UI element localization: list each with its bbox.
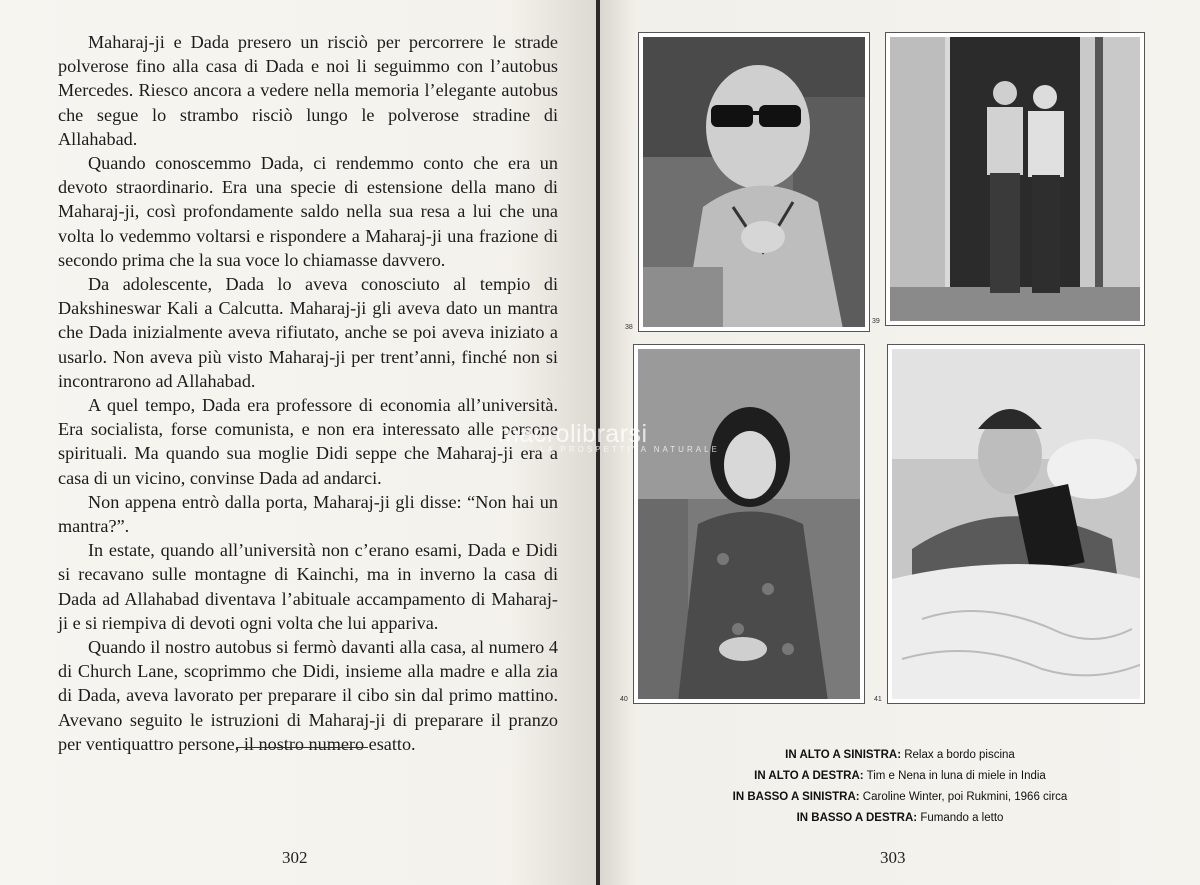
caption-label: IN BASSO A DESTRA: — [796, 812, 918, 824]
photo-man-in-bed — [892, 349, 1140, 699]
page-number-right: 303 — [880, 848, 906, 867]
photo-image — [643, 37, 865, 327]
photo-man-glasses — [643, 37, 865, 327]
paragraph: Non appena entrò dalla porta, Maharaj-ji gli disse: “Non hai un mantra?”. — [58, 491, 558, 537]
caption-text: Relax a bordo piscina — [904, 749, 1015, 761]
photo-number: 41 — [874, 696, 882, 703]
caption-text: Caroline Winter, poi Rukmini, 1966 circa — [862, 791, 1068, 803]
caption-label: IN ALTO A DESTRA: — [754, 770, 864, 782]
photo-number: 40 — [620, 696, 628, 703]
photo-bottom-right — [874, 344, 1145, 704]
section-divider — [236, 747, 368, 748]
paragraph: Maharaj-ji e Dada presero un risciò per percorrere le strade polverose fino alla casa di Dada e noi li seguimmo con l’autobus Mercedes. Riesco ancora a vedere nella memoria l’elegante autobus che segue lo strambo risciò lungo le polverose stradine di Allahabad. — [58, 32, 558, 149]
caption-label: IN ALTO A SINISTRA: — [785, 749, 902, 761]
photo-woman-seated — [638, 349, 860, 699]
paragraph: Quando il nostro autobus si fermò davanti alla casa, al numero 4 di Church Lane, scoprimmo che Didi, insieme alla madre e alla zia di Dada, aveva lavorato per preparare il cibo sin dal primo mattino. Avevano seguito le istruzioni di Maharaj-ji di preparare il pranzo per ventiquattro persone, il nostro numero esatto. — [58, 637, 558, 754]
page-number-left: 302 — [282, 848, 308, 867]
photo-top-left — [625, 32, 870, 332]
photo-couple-doorway — [890, 37, 1140, 321]
body-text — [58, 30, 558, 756]
photo-captions — [600, 745, 1200, 829]
photo-number: 38 — [625, 324, 633, 331]
photo-image — [890, 37, 1140, 321]
caption-line — [600, 787, 1200, 808]
watermark-tagline: LA PROSPETTIVA NATURALE — [540, 445, 720, 454]
photo-image — [892, 349, 1140, 699]
caption-line — [600, 766, 1200, 787]
paragraph: Da adolescente, Dada lo aveva conosciuto al tempio di Dakshineswar Kali a Calcutta. Maharaj-ji gli aveva dato un mantra che Dada inizialmente aveva rifiutato, anche se poi aveva iniziato a usarlo. Non aveva più visto Maharaj-ji per trent’anni, finché non si incontrarono ad Allahabad. — [58, 274, 558, 391]
paragraph: A quel tempo, Dada era professore di economia all’università. Era socialista, forse comunista, e non era interessato alle persone spirituali. Ma quando sua moglie Didi seppe che Maharaj-ji era a casa di un vicino, convinse Dada ad andarci. — [58, 395, 558, 488]
watermark-logo — [498, 420, 720, 454]
paragraph: In estate, quando all’università non c’erano esami, Dada e Didi si recavano sulle montagne di Kainchi, ma in inverno la casa di Dada ad Allahabad diventava l’abituale accampamento di Maharaj-ji e si riempiva di devoti ogni volta che lui appariva. — [58, 540, 558, 633]
caption-text: Tim e Nena in luna di miele in India — [866, 770, 1046, 782]
watermark-brand: macrolibrarsi — [498, 420, 648, 448]
caption-text: Fumando a letto — [920, 812, 1004, 824]
caption-label: IN BASSO A SINISTRA: — [732, 791, 860, 803]
photo-top-right — [872, 32, 1145, 326]
caption-line — [600, 808, 1200, 829]
photo-number: 39 — [872, 318, 880, 325]
paragraph: Quando conoscemmo Dada, ci rendemmo conto che era un devoto straordinario. Era una specie di estensione della mano di Maharaj-ji, così profondamente saldo nella sua resa a lui che una volta lo vedemmo voltarsi e rispondere a Maharaj-ji una frazione di secondo prima che la sua voce lo chiamasse davvero. — [58, 153, 558, 270]
photo-image — [638, 349, 860, 699]
caption-line — [600, 745, 1200, 766]
